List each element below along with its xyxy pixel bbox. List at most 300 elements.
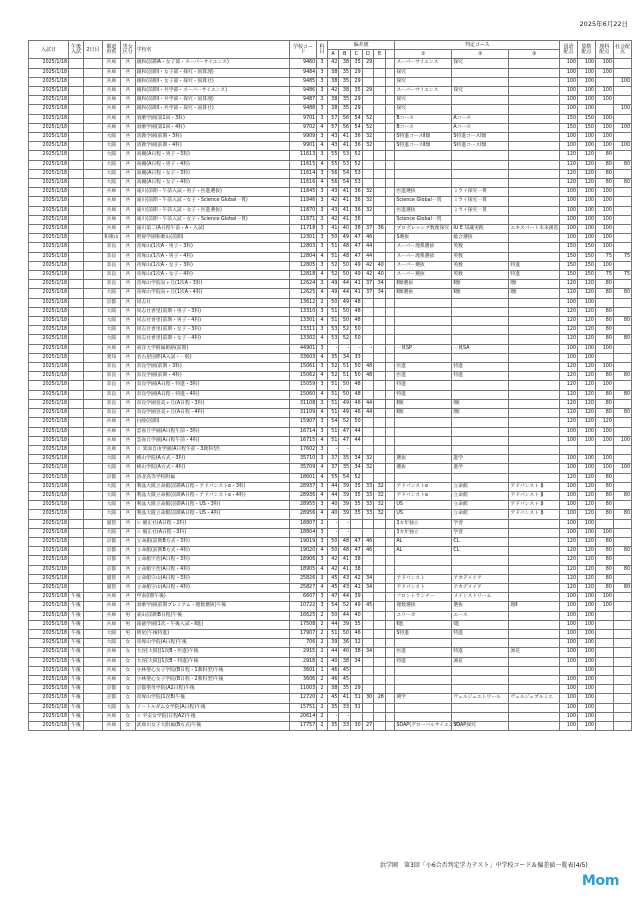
table-cell: 19020 bbox=[289, 547, 316, 556]
table-cell bbox=[374, 629, 386, 638]
table-cell: 28936 bbox=[289, 491, 316, 500]
table-cell: 兵庫 bbox=[102, 657, 120, 666]
table-cell: 36 bbox=[339, 639, 351, 648]
table-cell bbox=[613, 298, 631, 307]
table-cell: 54 bbox=[327, 418, 339, 427]
table-cell: 100 bbox=[578, 197, 596, 206]
table-cell bbox=[374, 142, 386, 151]
table-cell: 120 bbox=[578, 169, 596, 178]
table-cell bbox=[69, 243, 84, 252]
table-cell bbox=[69, 160, 84, 169]
table-cell: Science Global一貫 bbox=[395, 215, 452, 224]
table-cell: 親和(前期A・女子部・スーパーサイエンス) bbox=[135, 59, 289, 68]
table-row bbox=[29, 353, 632, 362]
table-cell: 120 bbox=[560, 280, 578, 289]
table-cell bbox=[385, 160, 395, 169]
table-cell: 100 bbox=[578, 639, 596, 648]
table-cell bbox=[385, 629, 395, 638]
table-cell: 探究 bbox=[395, 77, 452, 86]
table-cell: 共 bbox=[120, 114, 135, 123]
table-cell: Ⅱ類選抜 bbox=[395, 289, 452, 298]
table-cell: 親和(前期Ⅰ・共学部・探究・国算理) bbox=[135, 96, 289, 105]
table-cell bbox=[351, 528, 363, 537]
table-row bbox=[29, 317, 632, 326]
table-cell: 48 bbox=[351, 317, 363, 326]
table-cell: 80 bbox=[595, 390, 613, 399]
table-cell: 100 bbox=[560, 620, 578, 629]
table-cell: 9487 bbox=[289, 96, 316, 105]
table-cell bbox=[83, 703, 102, 712]
table-cell: 共 bbox=[120, 225, 135, 234]
table-cell: 100 bbox=[578, 298, 596, 307]
table-cell: 11616 bbox=[289, 179, 316, 188]
table-cell bbox=[509, 142, 560, 151]
table-cell bbox=[385, 317, 395, 326]
table-cell: 小林聖心女子学院(B日程・2教科型)午後 bbox=[135, 675, 289, 684]
table-cell: 100 bbox=[595, 133, 613, 142]
table-cell: 50 bbox=[339, 317, 351, 326]
table-cell: 3 bbox=[317, 114, 328, 123]
table-cell bbox=[613, 206, 631, 215]
table-cell: 共 bbox=[120, 261, 135, 270]
table-row bbox=[29, 234, 632, 243]
table-cell: 100 bbox=[595, 96, 613, 105]
table-cell: 34 bbox=[362, 648, 374, 657]
table-cell bbox=[509, 335, 560, 344]
table-cell: 午後 bbox=[69, 685, 84, 694]
table-cell: 150 bbox=[560, 243, 578, 252]
table-cell: 2 bbox=[317, 694, 328, 703]
table-cell: 清教学園(前期・4科) bbox=[135, 142, 289, 151]
table-cell: 9901 bbox=[289, 142, 316, 151]
table-cell: 大谷[大阪](1次B・医進)午後 bbox=[135, 648, 289, 657]
table-cell: 共 bbox=[120, 59, 135, 68]
table-cell bbox=[83, 252, 102, 261]
table-cell: 31108 bbox=[289, 399, 316, 408]
table-cell: 滋賀 bbox=[102, 519, 120, 528]
table-cell: 医進選抜 bbox=[395, 206, 452, 215]
col-b: B bbox=[339, 50, 351, 59]
table-cell bbox=[374, 59, 386, 68]
table-cell bbox=[351, 445, 363, 454]
table-cell: 100 bbox=[595, 68, 613, 77]
table-cell bbox=[509, 418, 560, 427]
table-cell bbox=[395, 445, 452, 454]
table-cell: 100 bbox=[595, 86, 613, 95]
table-cell: ☆ 箕面自由学園(A日程午前・3教科型) bbox=[135, 445, 289, 454]
table-cell bbox=[595, 353, 613, 362]
table-cell: 35 bbox=[339, 68, 351, 77]
table-cell: 4 bbox=[317, 252, 328, 261]
table-cell: 共 bbox=[120, 307, 135, 316]
table-row bbox=[29, 491, 632, 500]
table-cell: 100 bbox=[578, 105, 596, 114]
table-cell: 洛北高等学校附属 bbox=[135, 473, 289, 482]
table-cell bbox=[595, 629, 613, 638]
table-cell bbox=[595, 648, 613, 657]
table-cell: Aコース bbox=[452, 114, 509, 123]
table-cell bbox=[374, 574, 386, 583]
table-cell: 100 bbox=[560, 133, 578, 142]
table-cell bbox=[83, 629, 102, 638]
table-cell bbox=[452, 326, 509, 335]
table-cell: 共 bbox=[120, 105, 135, 114]
table-cell: 100 bbox=[578, 685, 596, 694]
table-cell: 帝塚山(1次A・男子・4科) bbox=[135, 252, 289, 261]
table-cell bbox=[374, 96, 386, 105]
table-cell: 120 bbox=[578, 363, 596, 372]
table-cell bbox=[69, 519, 84, 528]
table-cell bbox=[509, 114, 560, 123]
table-cell bbox=[385, 418, 395, 427]
table-cell: Ⅰ類 bbox=[452, 399, 509, 408]
table-cell bbox=[595, 639, 613, 648]
table-cell: 56 bbox=[339, 114, 351, 123]
table-cell: 親和(前期Ⅰ・女子部・探究・国算社) bbox=[135, 77, 289, 86]
table-cell bbox=[385, 215, 395, 224]
table-cell bbox=[374, 151, 386, 160]
table-cell bbox=[385, 666, 395, 675]
table-cell: 9460 bbox=[289, 59, 316, 68]
table-cell: 須磨学園(前期プレミアム・理数選抜)午後 bbox=[135, 602, 289, 611]
table-cell: 大阪 bbox=[102, 160, 120, 169]
table-cell: 共 bbox=[120, 519, 135, 528]
table-cell bbox=[351, 675, 363, 684]
table-cell: 50 bbox=[327, 298, 339, 307]
table-cell: 45 bbox=[362, 602, 374, 611]
table-row bbox=[29, 445, 632, 454]
table-cell: 大阪 bbox=[102, 629, 120, 638]
table-cell: 3 bbox=[317, 96, 328, 105]
table-cell bbox=[509, 629, 560, 638]
table-cell: 2025/1/18 bbox=[29, 574, 69, 583]
col-code: 学校コード bbox=[289, 41, 316, 59]
table-cell: 54 bbox=[327, 602, 339, 611]
table-cell bbox=[374, 179, 386, 188]
table-cell bbox=[69, 372, 84, 381]
table-cell bbox=[452, 639, 509, 648]
table-cell: 特進 bbox=[452, 629, 509, 638]
table-cell: 兵庫 bbox=[102, 666, 120, 675]
table-cell bbox=[395, 151, 452, 160]
table-cell bbox=[362, 620, 374, 629]
table-cell: 大谷[大阪](1次B・特進)午後 bbox=[135, 657, 289, 666]
table-cell: 高槻(A日程・男子・3科) bbox=[135, 151, 289, 160]
table-cell: - bbox=[362, 344, 374, 353]
table-cell: 35 bbox=[351, 510, 363, 519]
table-cell bbox=[374, 611, 386, 620]
table-cell bbox=[613, 427, 631, 436]
table-cell: 立命館(前期B方式・3科) bbox=[135, 537, 289, 546]
table-cell: 2025/1/18 bbox=[29, 436, 69, 445]
table-cell bbox=[374, 565, 386, 574]
table-cell: 100 bbox=[560, 215, 578, 224]
table-cell: 12804 bbox=[289, 252, 316, 261]
table-cell: 須磨学園(第1回・3科) bbox=[135, 114, 289, 123]
table-cell: 英数 bbox=[452, 261, 509, 270]
table-cell bbox=[83, 206, 102, 215]
table-cell bbox=[385, 353, 395, 362]
table-cell: 特進 bbox=[395, 657, 452, 666]
table-cell bbox=[83, 639, 102, 648]
table-cell: 53 bbox=[339, 160, 351, 169]
table-cell: 武庫川女子大附属(B方式)午後 bbox=[135, 722, 289, 731]
table-cell bbox=[595, 666, 613, 675]
table-cell: 兵庫 bbox=[102, 215, 120, 224]
table-cell bbox=[69, 142, 84, 151]
table-cell bbox=[509, 179, 560, 188]
table-cell bbox=[509, 243, 560, 252]
table-cell: 100 bbox=[578, 215, 596, 224]
table-cell bbox=[69, 206, 84, 215]
table-cell: 午後 bbox=[69, 703, 84, 712]
table-cell bbox=[385, 59, 395, 68]
table-cell: 4 bbox=[317, 123, 328, 132]
table-cell: 共 bbox=[120, 142, 135, 151]
table-cell: 奈良 bbox=[102, 252, 120, 261]
table-cell: 39 bbox=[339, 491, 351, 500]
table-cell: 100 bbox=[595, 363, 613, 372]
table-cell: 44 bbox=[362, 399, 374, 408]
table-cell bbox=[385, 123, 395, 132]
table-row bbox=[29, 436, 632, 445]
table-cell: 共 bbox=[120, 445, 135, 454]
table-cell bbox=[83, 317, 102, 326]
table-cell: 36 bbox=[374, 225, 386, 234]
table-cell: 45 bbox=[327, 583, 339, 592]
table-cell bbox=[509, 547, 560, 556]
table-cell: 120 bbox=[578, 372, 596, 381]
table-cell: 35 bbox=[351, 491, 363, 500]
table-cell: 48 bbox=[351, 390, 363, 399]
table-cell: 50 bbox=[339, 390, 351, 399]
table-cell bbox=[83, 353, 102, 362]
table-cell: 共 bbox=[120, 482, 135, 491]
table-cell bbox=[509, 712, 560, 721]
table-cell: S特進コースⅠ類 bbox=[452, 142, 509, 151]
col-course-2: ② bbox=[452, 50, 509, 59]
table-cell: 38 bbox=[351, 225, 363, 234]
table-cell: 3601 bbox=[289, 666, 316, 675]
table-cell: 11846 bbox=[289, 197, 316, 206]
table-cell: 80 bbox=[595, 307, 613, 316]
table-cell: 10722 bbox=[289, 602, 316, 611]
col-day2: 2日目 bbox=[83, 41, 102, 59]
table-cell: 100 bbox=[560, 455, 578, 464]
table-cell bbox=[385, 225, 395, 234]
table-cell: 120 bbox=[578, 326, 596, 335]
table-cell: 11614 bbox=[289, 169, 316, 178]
table-cell: 9486 bbox=[289, 86, 316, 95]
table-cell: 29 bbox=[362, 86, 374, 95]
table-cell: 2025/1/18 bbox=[29, 648, 69, 657]
table-cell: 43 bbox=[327, 188, 339, 197]
table-cell: 立命館宇治(A日程・4科) bbox=[135, 565, 289, 574]
table-cell: 48 bbox=[362, 372, 374, 381]
table-cell bbox=[83, 519, 102, 528]
table-cell bbox=[374, 188, 386, 197]
table-cell: 共 bbox=[120, 574, 135, 583]
table-cell: 42 bbox=[327, 565, 339, 574]
table-cell bbox=[385, 206, 395, 215]
table-cell bbox=[613, 197, 631, 206]
table-cell bbox=[69, 179, 84, 188]
table-cell: 和歌山 bbox=[102, 234, 120, 243]
table-cell: 帝塚山学院泉ヶ丘(1次A・3科) bbox=[135, 280, 289, 289]
table-cell: 4 bbox=[317, 390, 328, 399]
table-cell: 共 bbox=[120, 556, 135, 565]
table-cell bbox=[613, 86, 631, 95]
table-cell: 18905 bbox=[289, 565, 316, 574]
table-row bbox=[29, 381, 632, 390]
table-cell: 2025/1/18 bbox=[29, 363, 69, 372]
table-cell: 共 bbox=[120, 317, 135, 326]
table-cell: 100 bbox=[595, 59, 613, 68]
table-cell: 35 bbox=[339, 96, 351, 105]
table-cell bbox=[374, 353, 386, 362]
table-cell bbox=[374, 160, 386, 169]
table-cell: 100 bbox=[613, 77, 631, 86]
table-cell: 35 bbox=[339, 77, 351, 86]
table-cell: 9484 bbox=[289, 68, 316, 77]
table-cell bbox=[83, 225, 102, 234]
table-cell: 53 bbox=[351, 179, 363, 188]
table-cell: 120 bbox=[578, 399, 596, 408]
table-cell bbox=[560, 666, 578, 675]
table-cell bbox=[362, 353, 374, 362]
table-cell: 17508 bbox=[289, 620, 316, 629]
table-cell: AL bbox=[395, 547, 452, 556]
table-cell: 3 bbox=[317, 151, 328, 160]
table-cell bbox=[385, 556, 395, 565]
table-cell: 100 bbox=[595, 464, 613, 473]
table-cell: 共 bbox=[120, 215, 135, 224]
table-cell bbox=[69, 317, 84, 326]
table-cell: 特進 bbox=[395, 390, 452, 399]
table-cell: 4 bbox=[317, 547, 328, 556]
table-cell: 42 bbox=[327, 215, 339, 224]
table-row bbox=[29, 722, 632, 731]
table-cell: 兵庫 bbox=[102, 86, 120, 95]
table-cell: Ⅱ類 bbox=[395, 409, 452, 418]
table-cell: 80 bbox=[613, 335, 631, 344]
table-cell: 100 bbox=[578, 611, 596, 620]
table-cell: 3 bbox=[317, 501, 328, 510]
table-cell bbox=[83, 620, 102, 629]
table-cell: - bbox=[327, 712, 339, 721]
table-cell bbox=[595, 77, 613, 86]
col-course: 判定コース bbox=[395, 41, 560, 50]
table-cell bbox=[613, 280, 631, 289]
table-cell bbox=[385, 326, 395, 335]
table-cell bbox=[452, 151, 509, 160]
table-cell bbox=[374, 436, 386, 445]
table-cell bbox=[83, 243, 102, 252]
table-cell bbox=[395, 418, 452, 427]
table-cell: メインストリーム bbox=[452, 593, 509, 602]
table-cell: 120 bbox=[578, 473, 596, 482]
table-cell: 54 bbox=[351, 123, 363, 132]
table-cell bbox=[374, 206, 386, 215]
table-cell: 38 bbox=[351, 648, 363, 657]
table-cell bbox=[509, 169, 560, 178]
table-cell: 32 bbox=[374, 482, 386, 491]
table-cell: 4 bbox=[317, 142, 328, 151]
table-cell bbox=[595, 722, 613, 731]
table-cell: 4 bbox=[317, 583, 328, 592]
table-cell bbox=[452, 105, 509, 114]
table-cell bbox=[83, 326, 102, 335]
table-cell bbox=[83, 215, 102, 224]
col-course-3: ③ bbox=[509, 50, 560, 59]
table-cell bbox=[83, 197, 102, 206]
table-cell: 80 bbox=[613, 317, 631, 326]
table-cell bbox=[385, 363, 395, 372]
table-cell bbox=[509, 455, 560, 464]
table-cell bbox=[83, 261, 102, 270]
table-cell bbox=[374, 583, 386, 592]
table-cell: 共 bbox=[120, 234, 135, 243]
table-cell: 2025/1/18 bbox=[29, 537, 69, 546]
table-cell bbox=[613, 188, 631, 197]
table-row bbox=[29, 142, 632, 151]
table-cell: ミライ探究一貫 bbox=[452, 188, 509, 197]
table-cell: 52 bbox=[327, 261, 339, 270]
table-row bbox=[29, 537, 632, 546]
table-cell bbox=[83, 565, 102, 574]
table-cell bbox=[385, 593, 395, 602]
table-cell bbox=[385, 455, 395, 464]
table-cell: 54 bbox=[351, 114, 363, 123]
table-cell: 52 bbox=[351, 160, 363, 169]
table-cell: 学習 bbox=[452, 519, 509, 528]
table-cell: 9701 bbox=[289, 114, 316, 123]
table-cell: 2025/1/18 bbox=[29, 657, 69, 666]
table-cell: 44 bbox=[362, 409, 374, 418]
table-cell: 3 bbox=[317, 234, 328, 243]
table-cell: 29 bbox=[351, 96, 363, 105]
table-cell: 2025/1/18 bbox=[29, 289, 69, 298]
table-cell: 高槻(A日程・女子・4科) bbox=[135, 179, 289, 188]
table-cell: 120 bbox=[578, 565, 596, 574]
table-cell bbox=[362, 473, 374, 482]
table-cell: - bbox=[339, 528, 351, 537]
table-row bbox=[29, 105, 632, 114]
table-cell: 80 bbox=[595, 326, 613, 335]
table-cell: 100 bbox=[578, 427, 596, 436]
table-cell: 共 bbox=[120, 409, 135, 418]
table-row bbox=[29, 418, 632, 427]
table-cell bbox=[362, 215, 374, 224]
table-cell: 兵庫 bbox=[102, 197, 120, 206]
table-cell: 44 bbox=[327, 620, 339, 629]
table-cell bbox=[509, 353, 560, 362]
table-cell: 15907 bbox=[289, 418, 316, 427]
table-cell bbox=[374, 547, 386, 556]
table-cell: 40 bbox=[327, 510, 339, 519]
table-cell bbox=[374, 114, 386, 123]
col-score-2: 算数配点 bbox=[578, 41, 596, 59]
table-cell: 47 bbox=[351, 243, 363, 252]
table-cell: 奈良学園登美ヶ丘(A日程・4科) bbox=[135, 409, 289, 418]
table-cell: 兵庫 bbox=[102, 648, 120, 657]
table-cell: 120 bbox=[560, 473, 578, 482]
table-cell: 50 bbox=[351, 418, 363, 427]
table-cell: 44 bbox=[339, 593, 351, 602]
table-cell: 大阪 bbox=[102, 335, 120, 344]
table-cell: 120 bbox=[578, 491, 596, 500]
table-cell bbox=[385, 399, 395, 408]
